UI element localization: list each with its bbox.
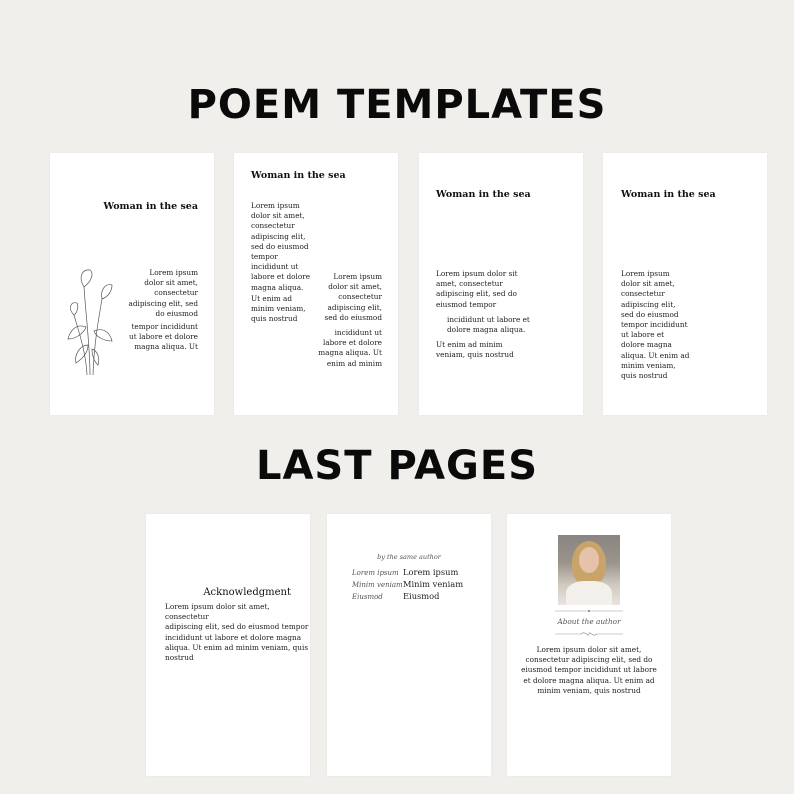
poem-paragraph: Lorem ipsum dolor sit amet, consectetur adipiscing elit, sed do eiusmod: [128, 268, 198, 318]
poem-paragraph: incididunt ut labore et dolore magna aliqua. Ut enim ad minim: [318, 328, 382, 368]
ornament-flourish-icon: [555, 630, 623, 638]
book-list-label: Eiusmod: [352, 593, 383, 601]
book-list-title: Lorem ipsum: [403, 567, 459, 577]
poem-title: Woman in the sea: [103, 201, 198, 212]
book-list-title: Minim veniam: [403, 579, 464, 589]
poem-template-1[interactable]: [50, 153, 214, 415]
book-list-label: Lorem ipsum: [352, 569, 399, 577]
poem-paragraph: incididunt ut labore et dolore magna aliqua.: [447, 315, 530, 335]
poem-paragraph: Lorem ipsum dolor sit amet, consectetur adipiscing elit, sed do eiusmod tempor: [436, 269, 518, 309]
poem-title: Woman in the sea: [251, 170, 346, 181]
poem-templates-heading: POEM TEMPLATES: [187, 82, 607, 128]
author-photo: [558, 535, 620, 605]
poem-paragraph: Lorem ipsum dolor sit amet, consectetur adipiscing elit, sed do eiusmod tempor incididunt ut labore et dolore magna aliqua.: [251, 201, 311, 292]
acknowledgment-title: Acknowledgment: [203, 587, 291, 598]
poem-paragraph: Lorem ipsum dolor sit amet, consectetur adipiscing elit, sed do eiusmod: [324, 272, 382, 322]
calla-lily-illustration-icon: [64, 267, 116, 377]
poem-title: Woman in the sea: [621, 189, 716, 200]
poem-template-2[interactable]: [234, 153, 398, 415]
poem-template-4[interactable]: [603, 153, 767, 415]
poem-template-3[interactable]: [419, 153, 583, 415]
about-author-caption: About the author: [557, 617, 621, 626]
poem-paragraph: Lorem ipsum dolor sit amet, consectetur adipiscing elit, sed do eiusmod tempor incididunt ut labore et dolore magna aliqua. Ut enim ad minim veniam, quis nostrud: [621, 269, 690, 381]
book-list-label: Minim veniam: [352, 581, 403, 589]
poem-title: Woman in the sea: [436, 189, 531, 200]
poem-paragraph: Ut enim ad minim veniam, quis nostrud: [436, 340, 514, 360]
about-author-page[interactable]: [507, 514, 671, 776]
about-author-body: Lorem ipsum dolor sit amet, consectetur adipiscing elit, sed do eiusmod tempor incididunt ut labore et dolore magna aliqua. Ut enim ad minim veniam, quis nostrud: [521, 645, 657, 695]
acknowledgment-body: Lorem ipsum dolor sit amet, consectetur adipiscing elit, sed do eiusmod tempor incididunt ut labore et dolore magna aliqua. Ut enim ad minim veniam, quis nostrud: [165, 602, 309, 663]
book-list-title: Eiusmod: [403, 591, 440, 601]
acknowledgment-page[interactable]: [146, 514, 310, 776]
last-pages-heading: LAST PAGES: [255, 443, 539, 489]
poem-paragraph: tempor incididunt ut labore et dolore magna aliqua. Ut: [129, 322, 198, 352]
ornament-divider-icon: [555, 608, 623, 614]
same-author-page[interactable]: [327, 514, 491, 776]
same-author-header: by the same author: [377, 553, 441, 561]
poem-paragraph: Ut enim ad minim veniam, quis nostrud: [251, 294, 306, 324]
